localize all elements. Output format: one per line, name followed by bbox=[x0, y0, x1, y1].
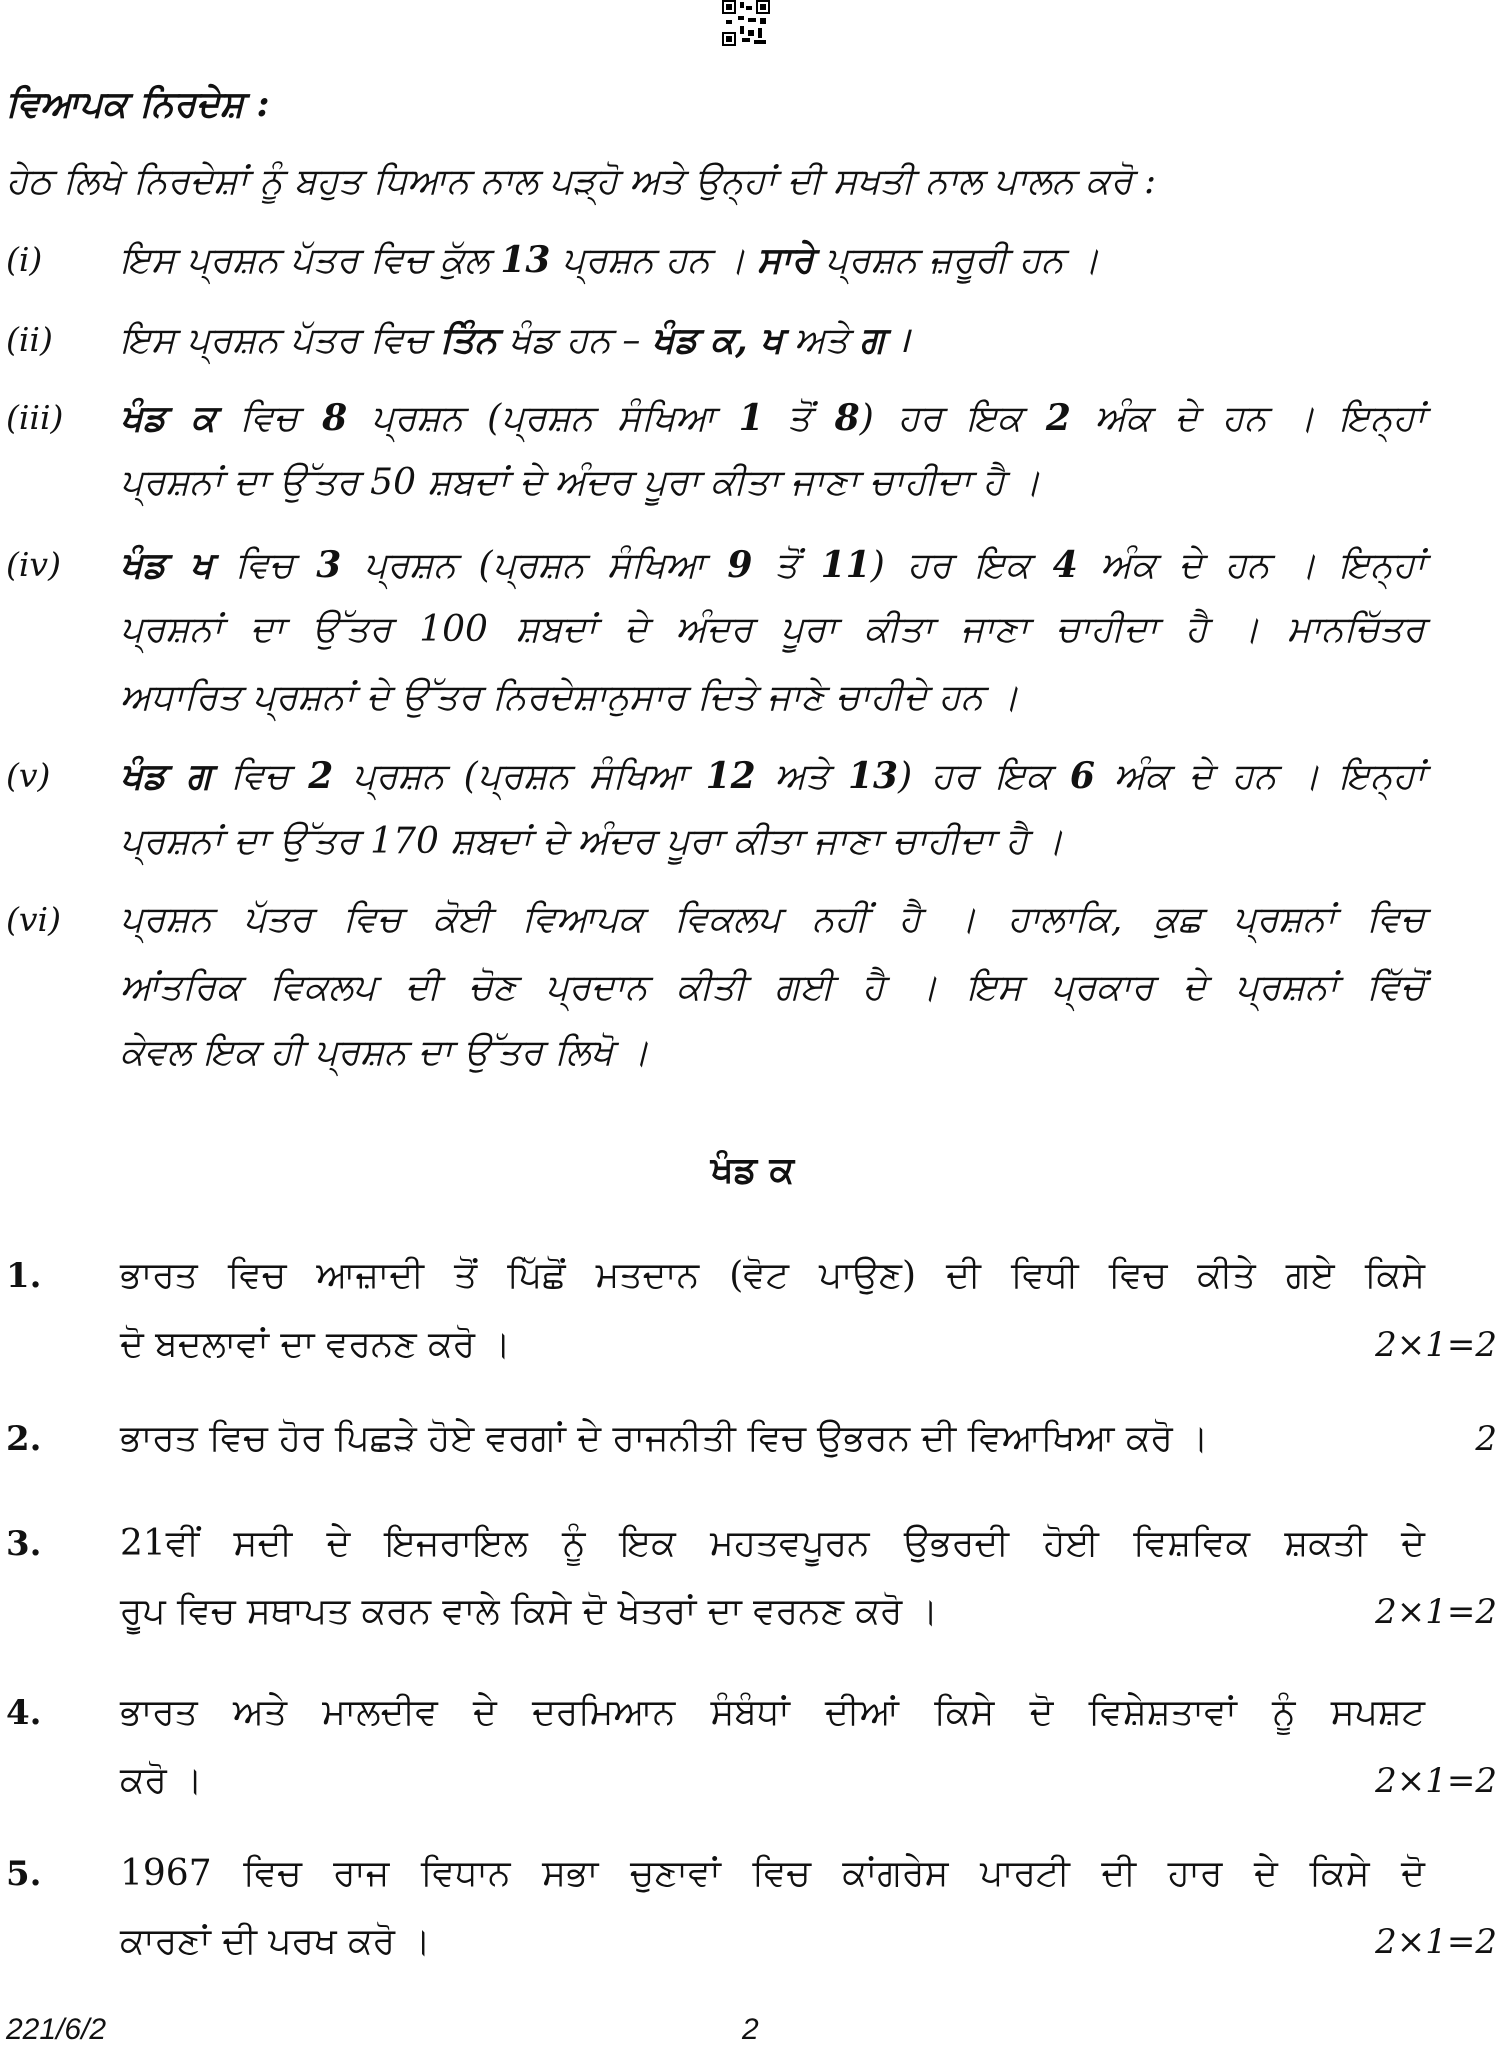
instruction-text: ) ਹਰ ਇਕ bbox=[870, 545, 1053, 586]
instruction-label: (iii) bbox=[6, 398, 64, 437]
instruction-text: 9 bbox=[727, 544, 753, 586]
instruction-text: 13 bbox=[847, 755, 899, 797]
instruction-text: ਵਿਚ bbox=[211, 756, 309, 797]
question-number: 5. bbox=[6, 1854, 42, 1894]
question-marks: 2 bbox=[1475, 1419, 1497, 1459]
question-text: ਕਾਰਣਾਂ ਦੀ ਪਰਖ ਕਰੋ । bbox=[120, 1921, 431, 1962]
instruction-text: ਪ੍ਰਸ਼ਨ (ਪ੍ਰਸ਼ਨ ਸੰਖਿਆ bbox=[333, 756, 706, 797]
instructions-heading: ਵਿਆਪਕ ਨਿਰਦੇਸ਼ : bbox=[6, 83, 270, 125]
instructions-intro: ਹੇਠ ਲਿਖੇ ਨਿਰਦੇਸ਼ਾਂ ਨੂੰ ਬਹੁਤ ਧਿਆਨ ਨਾਲ ਪੜ੍ਹੋ ਅਤੇ ਉਨ੍ਹਾਂ ਦੀ ਸਖਤੀ ਨਾਲ ਪਾਲਨ ਕਰੋ : bbox=[6, 161, 1157, 202]
instruction-line bbox=[120, 238, 1425, 283]
instruction-text: ਤੋਂ bbox=[763, 398, 835, 439]
instruction-text: ਤਿੰਨ bbox=[440, 319, 498, 361]
instruction-line bbox=[120, 754, 1425, 799]
instruction-text: ਵਿਚ bbox=[215, 398, 323, 439]
question-number: 1. bbox=[6, 1256, 42, 1296]
instruction-line bbox=[120, 676, 1425, 720]
qr-code-icon bbox=[722, 0, 770, 46]
question-text: ਰੂਪ ਵਿਚ ਸਥਾਪਤ ਕਰਨ ਵਾਲੇ ਕਿਸੇ ਦੋ ਖੇਤਰਾਂ ਦਾ ਵਰਨਣ ਕਰੋ । bbox=[120, 1591, 939, 1632]
instruction-text: ਖੰਡ ਹਨ – bbox=[497, 320, 652, 361]
question-text: 1967 ਵਿਚ ਰਾਜ ਵਿਧਾਨ ਸਭਾ ਚੁਣਾਵਾਂ ਵਿਚ ਕਾਂਗਰੇਸ ਪਾਰਟੀ ਦੀ ਹਾਰ ਦੇ ਕਿਸੇ ਦੋ bbox=[120, 1853, 1425, 1894]
instruction-text: ਆਂਤਰਿਕ ਵਿਕਲਪ ਦੀ ਚੋਣ ਪ੍ਰਦਾਨ ਕੀਤੀ ਗਈ ਹੈ । ਇਸ ਪ੍ਰਕਾਰ ਦੇ ਪ੍ਰਸ਼ਨਾਂ ਵਿੱਚੋਂ bbox=[120, 967, 1425, 1008]
instruction-line bbox=[120, 318, 1425, 363]
instruction-line bbox=[120, 898, 1425, 942]
instruction-text: 2 bbox=[1045, 397, 1071, 439]
instruction-text: ਵਿਚ bbox=[212, 545, 317, 586]
instruction-text: ਤੋਂ bbox=[752, 545, 821, 586]
question-marks: 2×1=2 bbox=[1375, 1592, 1497, 1632]
instruction-text: ਪ੍ਰਸ਼ਨ (ਪ੍ਰਸ਼ਨ ਸੰਖਿਆ bbox=[347, 398, 739, 439]
question-number: 2. bbox=[6, 1419, 42, 1459]
instruction-text: ਖੰਡ ਗ bbox=[120, 755, 212, 797]
question-text: ਭਾਰਤ ਅਤੇ ਮਾਲਦੀਵ ਦੇ ਦਰਮਿਆਨ ਸੰਬੰਧਾਂ ਦੀਆਂ ਕਿਸੇ ਦੋ ਵਿਸ਼ੇਸ਼ਤਾਵਾਂ ਨੂੰ ਸਪਸ਼ਟ bbox=[120, 1692, 1425, 1733]
instruction-text: ਪ੍ਰਸ਼ਨਾਂ ਦਾ ਉੱਤਰ 170 ਸ਼ਬਦਾਂ ਦੇ ਅੰਦਰ ਪੂਰਾ ਕੀਤਾ ਜਾਣਾ ਚਾਹੀਦਾ ਹੈ । bbox=[120, 821, 1064, 862]
instruction-text: 1 bbox=[738, 397, 764, 439]
instruction-label: (v) bbox=[6, 756, 51, 795]
question-text: ਕਰੋ । bbox=[120, 1760, 203, 1801]
instruction-text: ਸਾਰੇ bbox=[757, 239, 814, 281]
instruction-text: ਇਸ ਪ੍ਰਸ਼ਨ ਪੱਤਰ ਵਿਚ bbox=[120, 320, 441, 361]
instruction-text: ) ਹਰ ਇਕ bbox=[898, 756, 1070, 797]
footer-paper-code: 221/6/2 bbox=[6, 2013, 107, 2046]
instruction-text: ਖੰਡ ਕ bbox=[120, 397, 216, 439]
question-marks: 2×1=2 bbox=[1375, 1325, 1497, 1365]
instruction-line bbox=[120, 1031, 1425, 1075]
instruction-text: 11 bbox=[820, 544, 871, 586]
question-marks: 2×1=2 bbox=[1375, 1922, 1497, 1962]
instruction-line bbox=[120, 461, 1425, 505]
instruction-text: 8 bbox=[322, 397, 348, 439]
instruction-text: 8 bbox=[834, 397, 860, 439]
instruction-label: (ii) bbox=[6, 320, 53, 359]
instruction-text: ਪ੍ਰਸ਼ਨ ਹਨ । bbox=[550, 240, 758, 281]
instruction-label: (i) bbox=[6, 240, 43, 279]
instruction-line bbox=[120, 396, 1425, 441]
instruction-line bbox=[120, 966, 1425, 1010]
instruction-text: । bbox=[884, 320, 911, 361]
instruction-text: ਅੰਕ ਦੇ ਹਨ । ਇਨ੍ਹਾਂ bbox=[1094, 756, 1425, 797]
instruction-text: 12 bbox=[705, 755, 756, 797]
instruction-text: ਕੇਵਲ ਇਕ ਹੀ ਪ੍ਰਸ਼ਨ ਦਾ ਉੱਤਰ ਲਿਖੋ । bbox=[120, 1032, 649, 1073]
question-number: 4. bbox=[6, 1693, 42, 1733]
instruction-text: ਇਸ ਪ੍ਰਸ਼ਨ ਪੱਤਰ ਵਿਚ ਕੁੱਲ bbox=[120, 240, 501, 281]
footer-page-number: 2 bbox=[742, 2013, 759, 2046]
question-text: ਦੋ ਬਦਲਾਵਾਂ ਦਾ ਵਰਨਣ ਕਰੋ । bbox=[120, 1324, 511, 1365]
instruction-line bbox=[120, 608, 1425, 652]
instruction-text: ਅੰਕ ਦੇ ਹਨ । ਇਨ੍ਹਾਂ bbox=[1077, 545, 1425, 586]
instruction-text: ਅਤੇ bbox=[755, 756, 848, 797]
instruction-text: ਖੰਡ ਕ, ਖ bbox=[651, 319, 783, 361]
instruction-line bbox=[120, 543, 1425, 588]
instruction-text: ਖੰਡ ਖ bbox=[120, 544, 213, 586]
question-text: 21ਵੀਂ ਸਦੀ ਦੇ ਇਜਰਾਇਲ ਨੂੰ ਇਕ ਮਹਤਵਪੂਰਨ ਉਭਰਦੀ ਹੋਈ ਵਿਸ਼ਵਿਕ ਸ਼ਕਤੀ ਦੇ bbox=[120, 1523, 1425, 1564]
instruction-text: ਅੰਕ ਦੇ ਹਨ । ਇਨ੍ਹਾਂ bbox=[1070, 398, 1425, 439]
instruction-text: ਪ੍ਰਸ਼ਨ ਜ਼ਰੂਰੀ ਹਨ । bbox=[813, 240, 1100, 281]
instruction-text: 3 bbox=[316, 544, 342, 586]
question-text: ਭਾਰਤ ਵਿਚ ਆਜ਼ਾਦੀ ਤੋਂ ਪਿੱਛੋਂ ਮਤਦਾਨ (ਵੋਟ ਪਾਉਣ) ਦੀ ਵਿਧੀ ਵਿਚ ਕੀਤੇ ਗਏ ਕਿਸੇ bbox=[120, 1255, 1425, 1296]
instruction-text: 4 bbox=[1052, 544, 1078, 586]
instruction-text: ) ਹਰ ਇਕ bbox=[859, 398, 1046, 439]
section-title: ਖੰਡ ਕ bbox=[710, 1149, 795, 1191]
instruction-text: ਪ੍ਰਸ਼ਨਾਂ ਦਾ ਉੱਤਰ 50 ਸ਼ਬਦਾਂ ਦੇ ਅੰਦਰ ਪੂਰਾ ਕੀਤਾ ਜਾਣਾ ਚਾਹੀਦਾ ਹੈ । bbox=[120, 462, 1041, 503]
instruction-text: ਅਧਾਰਿਤ ਪ੍ਰਸ਼ਨਾਂ ਦੇ ਉੱਤਰ ਨਿਰਦੇਸ਼ਾਨੁਸਾਰ ਦਿਤੇ ਜਾਣੇ ਚਾਹੀਦੇ ਹਨ । bbox=[120, 677, 1019, 718]
question-marks: 2×1=2 bbox=[1375, 1761, 1497, 1801]
instruction-text: ਪ੍ਰਸ਼ਨ (ਪ੍ਰਸ਼ਨ ਸੰਖਿਆ bbox=[341, 545, 728, 586]
instruction-text: ਅਤੇ bbox=[782, 320, 860, 361]
instruction-line bbox=[120, 820, 1425, 864]
instruction-text: ਪ੍ਰਸ਼ਨ ਪੱਤਰ ਵਿਚ ਕੋਈ ਵਿਆਪਕ ਵਿਕਲਪ ਨਹੀਂ ਹੈ । ਹਾਲਾਕਿ, ਕੁਛ ਪ੍ਰਸ਼ਨਾਂ ਵਿਚ bbox=[120, 899, 1425, 940]
question-text: ਭਾਰਤ ਵਿਚ ਹੋਰ ਪਿਛੜੇ ਹੋਏ ਵਰਗਾਂ ਦੇ ਰਾਜਨੀਤੀ ਵਿਚ ਉਭਰਨ ਦੀ ਵਿਆਖਿਆ ਕਰੋ । bbox=[120, 1418, 1209, 1459]
instruction-text: 2 bbox=[308, 755, 334, 797]
question-number: 3. bbox=[6, 1524, 42, 1564]
instruction-text: 13 bbox=[500, 239, 551, 281]
instruction-text: ਪ੍ਰਸ਼ਨਾਂ ਦਾ ਉੱਤਰ 100 ਸ਼ਬਦਾਂ ਦੇ ਅੰਦਰ ਪੂਰਾ ਕੀਤਾ ਜਾਣਾ ਚਾਹੀਦਾ ਹੈ । ਮਾਨਚਿੱਤਰ bbox=[120, 609, 1425, 650]
instruction-text: 6 bbox=[1069, 755, 1095, 797]
instruction-label: (iv) bbox=[6, 545, 61, 584]
instruction-text: ਗ bbox=[859, 319, 885, 361]
instruction-label: (vi) bbox=[6, 900, 61, 939]
